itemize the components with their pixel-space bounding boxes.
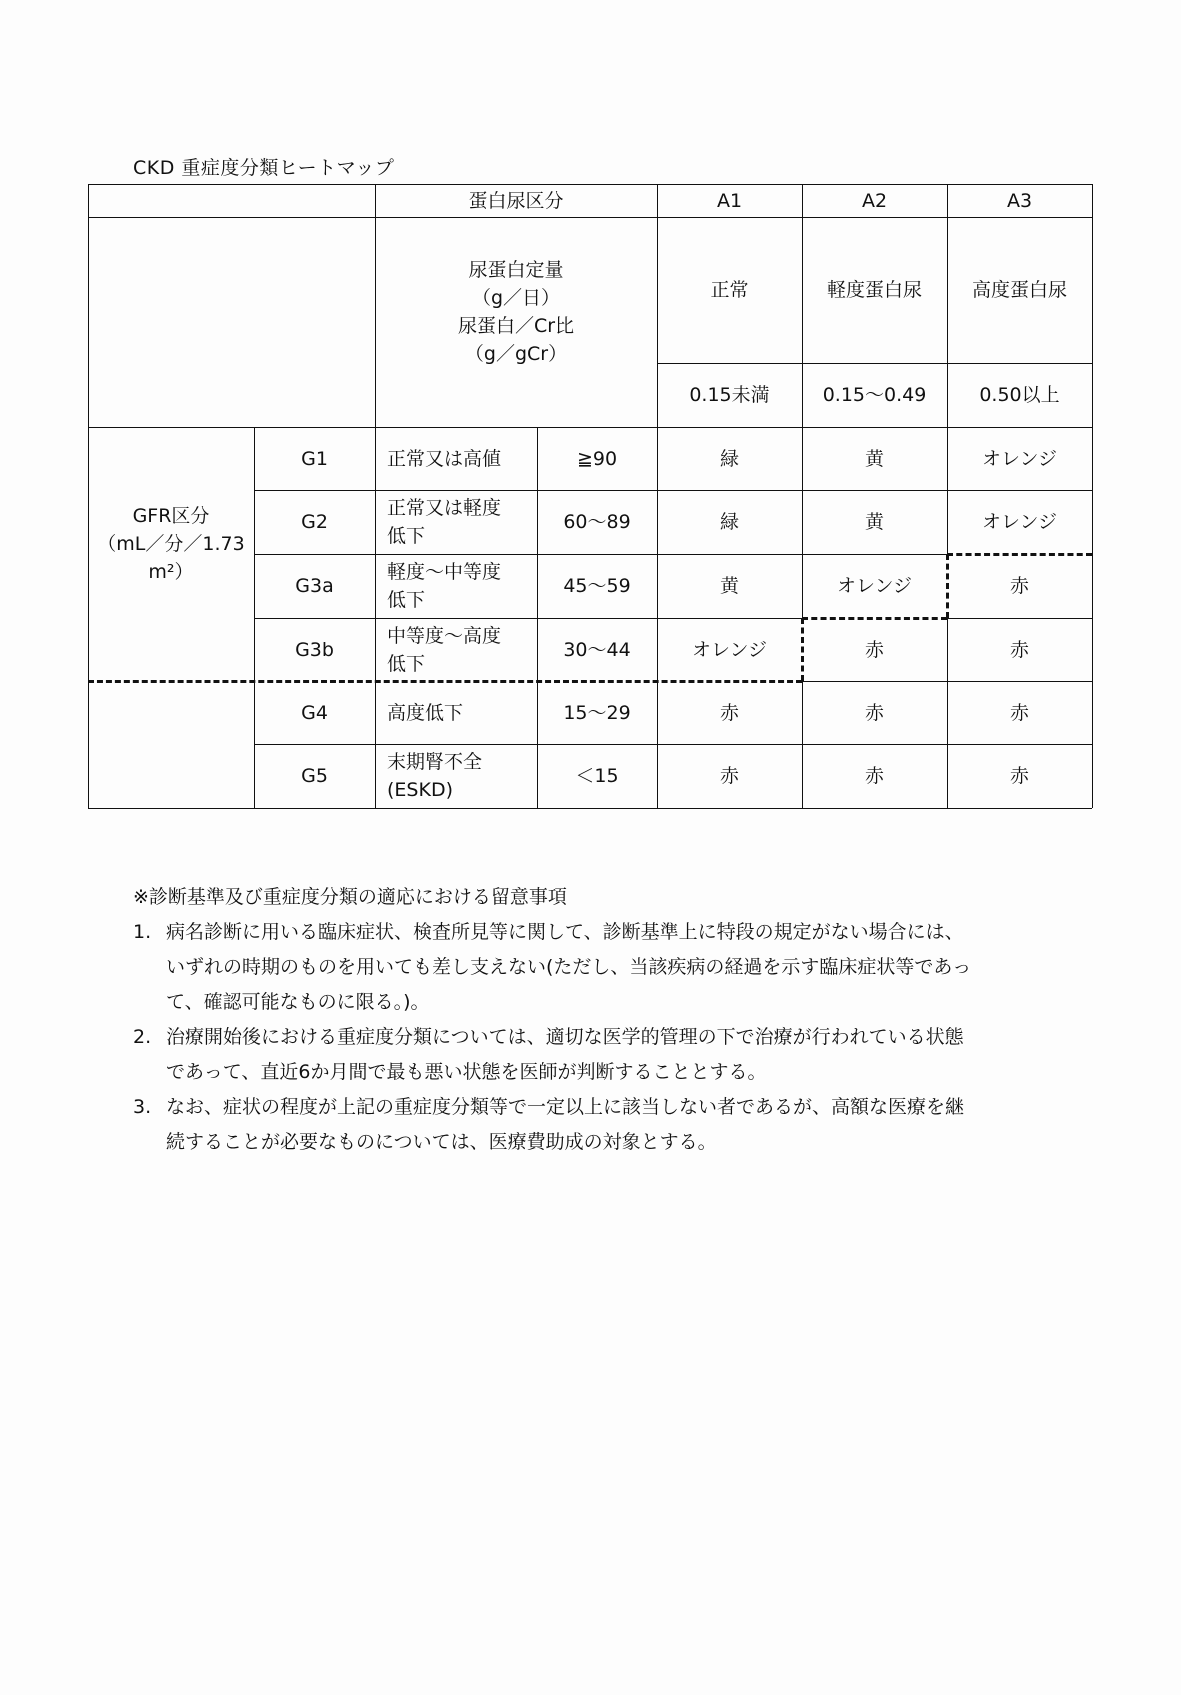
row-gfr-range: ＜15 <box>575 765 619 787</box>
table-border-bottom <box>88 808 1092 809</box>
column-code-a1: A1 <box>716 189 743 212</box>
heat-cell: オレンジ <box>981 511 1058 533</box>
row-code: G3a <box>295 575 334 597</box>
column-code-a3: A3 <box>1006 189 1033 212</box>
row-gfr-range: 15～29 <box>563 701 631 724</box>
row-description: 正常又は軽度 低下 <box>387 497 502 547</box>
page-title: CKD 重症度分類ヒートマップ <box>133 157 395 179</box>
heat-cell: 赤 <box>719 701 739 724</box>
note-number: 3. <box>133 1096 152 1118</box>
row-code: G5 <box>301 765 328 787</box>
notes-section <box>133 880 1093 1160</box>
column-label-a3: 高度蛋白尿 <box>971 279 1067 301</box>
heat-cell: 黄 <box>864 447 884 470</box>
heat-cell: 緑 <box>719 511 739 533</box>
heat-cell: オレンジ <box>981 447 1058 470</box>
protein-measure-label: 尿蛋白定量 （g／日） 尿蛋白／Cr比 （g／gCr） <box>457 259 575 365</box>
heat-cell: 黄 <box>864 511 884 533</box>
row-gfr-range: ≧90 <box>576 447 618 470</box>
row-code: G2 <box>301 511 328 533</box>
table-border-right <box>1092 184 1093 808</box>
heat-cell: オレンジ <box>836 575 913 597</box>
column-range-a3: 0.50以上 <box>979 384 1060 406</box>
row-description: 高度低下 <box>387 701 464 724</box>
heat-cell: オレンジ <box>691 638 768 661</box>
note-number: 1. <box>133 921 152 943</box>
row-description: 末期腎不全 (ESKD) <box>387 751 483 801</box>
note-item <box>133 1090 1093 1160</box>
row-code: G3b <box>295 638 334 661</box>
heat-cell: 赤 <box>864 638 884 661</box>
notes-heading: ※診断基準及び重症度分類の適応における留意事項 <box>133 886 567 908</box>
note-text: なお、症状の程度が上記の重症度分類等で一定以上に該当しない者であるが、高額な医療を継 続することが必要なものについては、医療費助成の対象とする。 <box>166 1096 965 1153</box>
note-text: 病名診断に用いる臨床症状、検査所見等に関して、診断基準上に特段の規定がない場合には、 いずれの時期のものを用いても差し支えない(ただし、当該疾病の経過を示す臨床症状等であっ て、確認可能なものに限る。)。 <box>166 921 972 1013</box>
heat-cell: 赤 <box>1009 701 1029 724</box>
gfr-category-label: GFR区分 （mL／分／1.73 m²） <box>97 505 245 583</box>
note-number: 2. <box>133 1026 152 1048</box>
heat-cell: 赤 <box>864 701 884 724</box>
column-range-a2: 0.15～0.49 <box>822 384 927 406</box>
row-gfr-range: 30～44 <box>563 638 631 661</box>
row-gfr-range: 60～89 <box>563 511 631 533</box>
column-label-a2: 軽度蛋白尿 <box>826 279 922 301</box>
column-range-a1: 0.15未満 <box>689 384 770 406</box>
row-description: 軽度～中等度 低下 <box>387 561 502 611</box>
heat-cell: 赤 <box>1009 575 1029 597</box>
row-description: 正常又は高値 <box>387 447 502 470</box>
column-code-a2: A2 <box>861 189 888 212</box>
row-description: 中等度～高度 低下 <box>387 624 502 675</box>
column-label-a1: 正常 <box>710 279 749 301</box>
heat-cell: 赤 <box>1009 765 1029 787</box>
note-item <box>133 1020 1093 1090</box>
heat-cell: 赤 <box>1009 638 1029 661</box>
heat-cell: 黄 <box>719 575 739 597</box>
protein-category-header: 蛋白尿区分 <box>468 189 564 212</box>
row-gfr-range: 45～59 <box>563 575 631 597</box>
heat-cell: 赤 <box>864 765 884 787</box>
row-code: G4 <box>301 701 328 724</box>
note-item <box>133 915 1093 1020</box>
heat-cell: 緑 <box>719 447 739 470</box>
heat-cell: 赤 <box>719 765 739 787</box>
note-text: 治療開始後における重症度分類については、適切な医学的管理の下で治療が行われている状態 であって、直近6か月間で最も悪い状態を医師が判断することとする。 <box>166 1026 964 1083</box>
row-code: G1 <box>301 447 328 470</box>
